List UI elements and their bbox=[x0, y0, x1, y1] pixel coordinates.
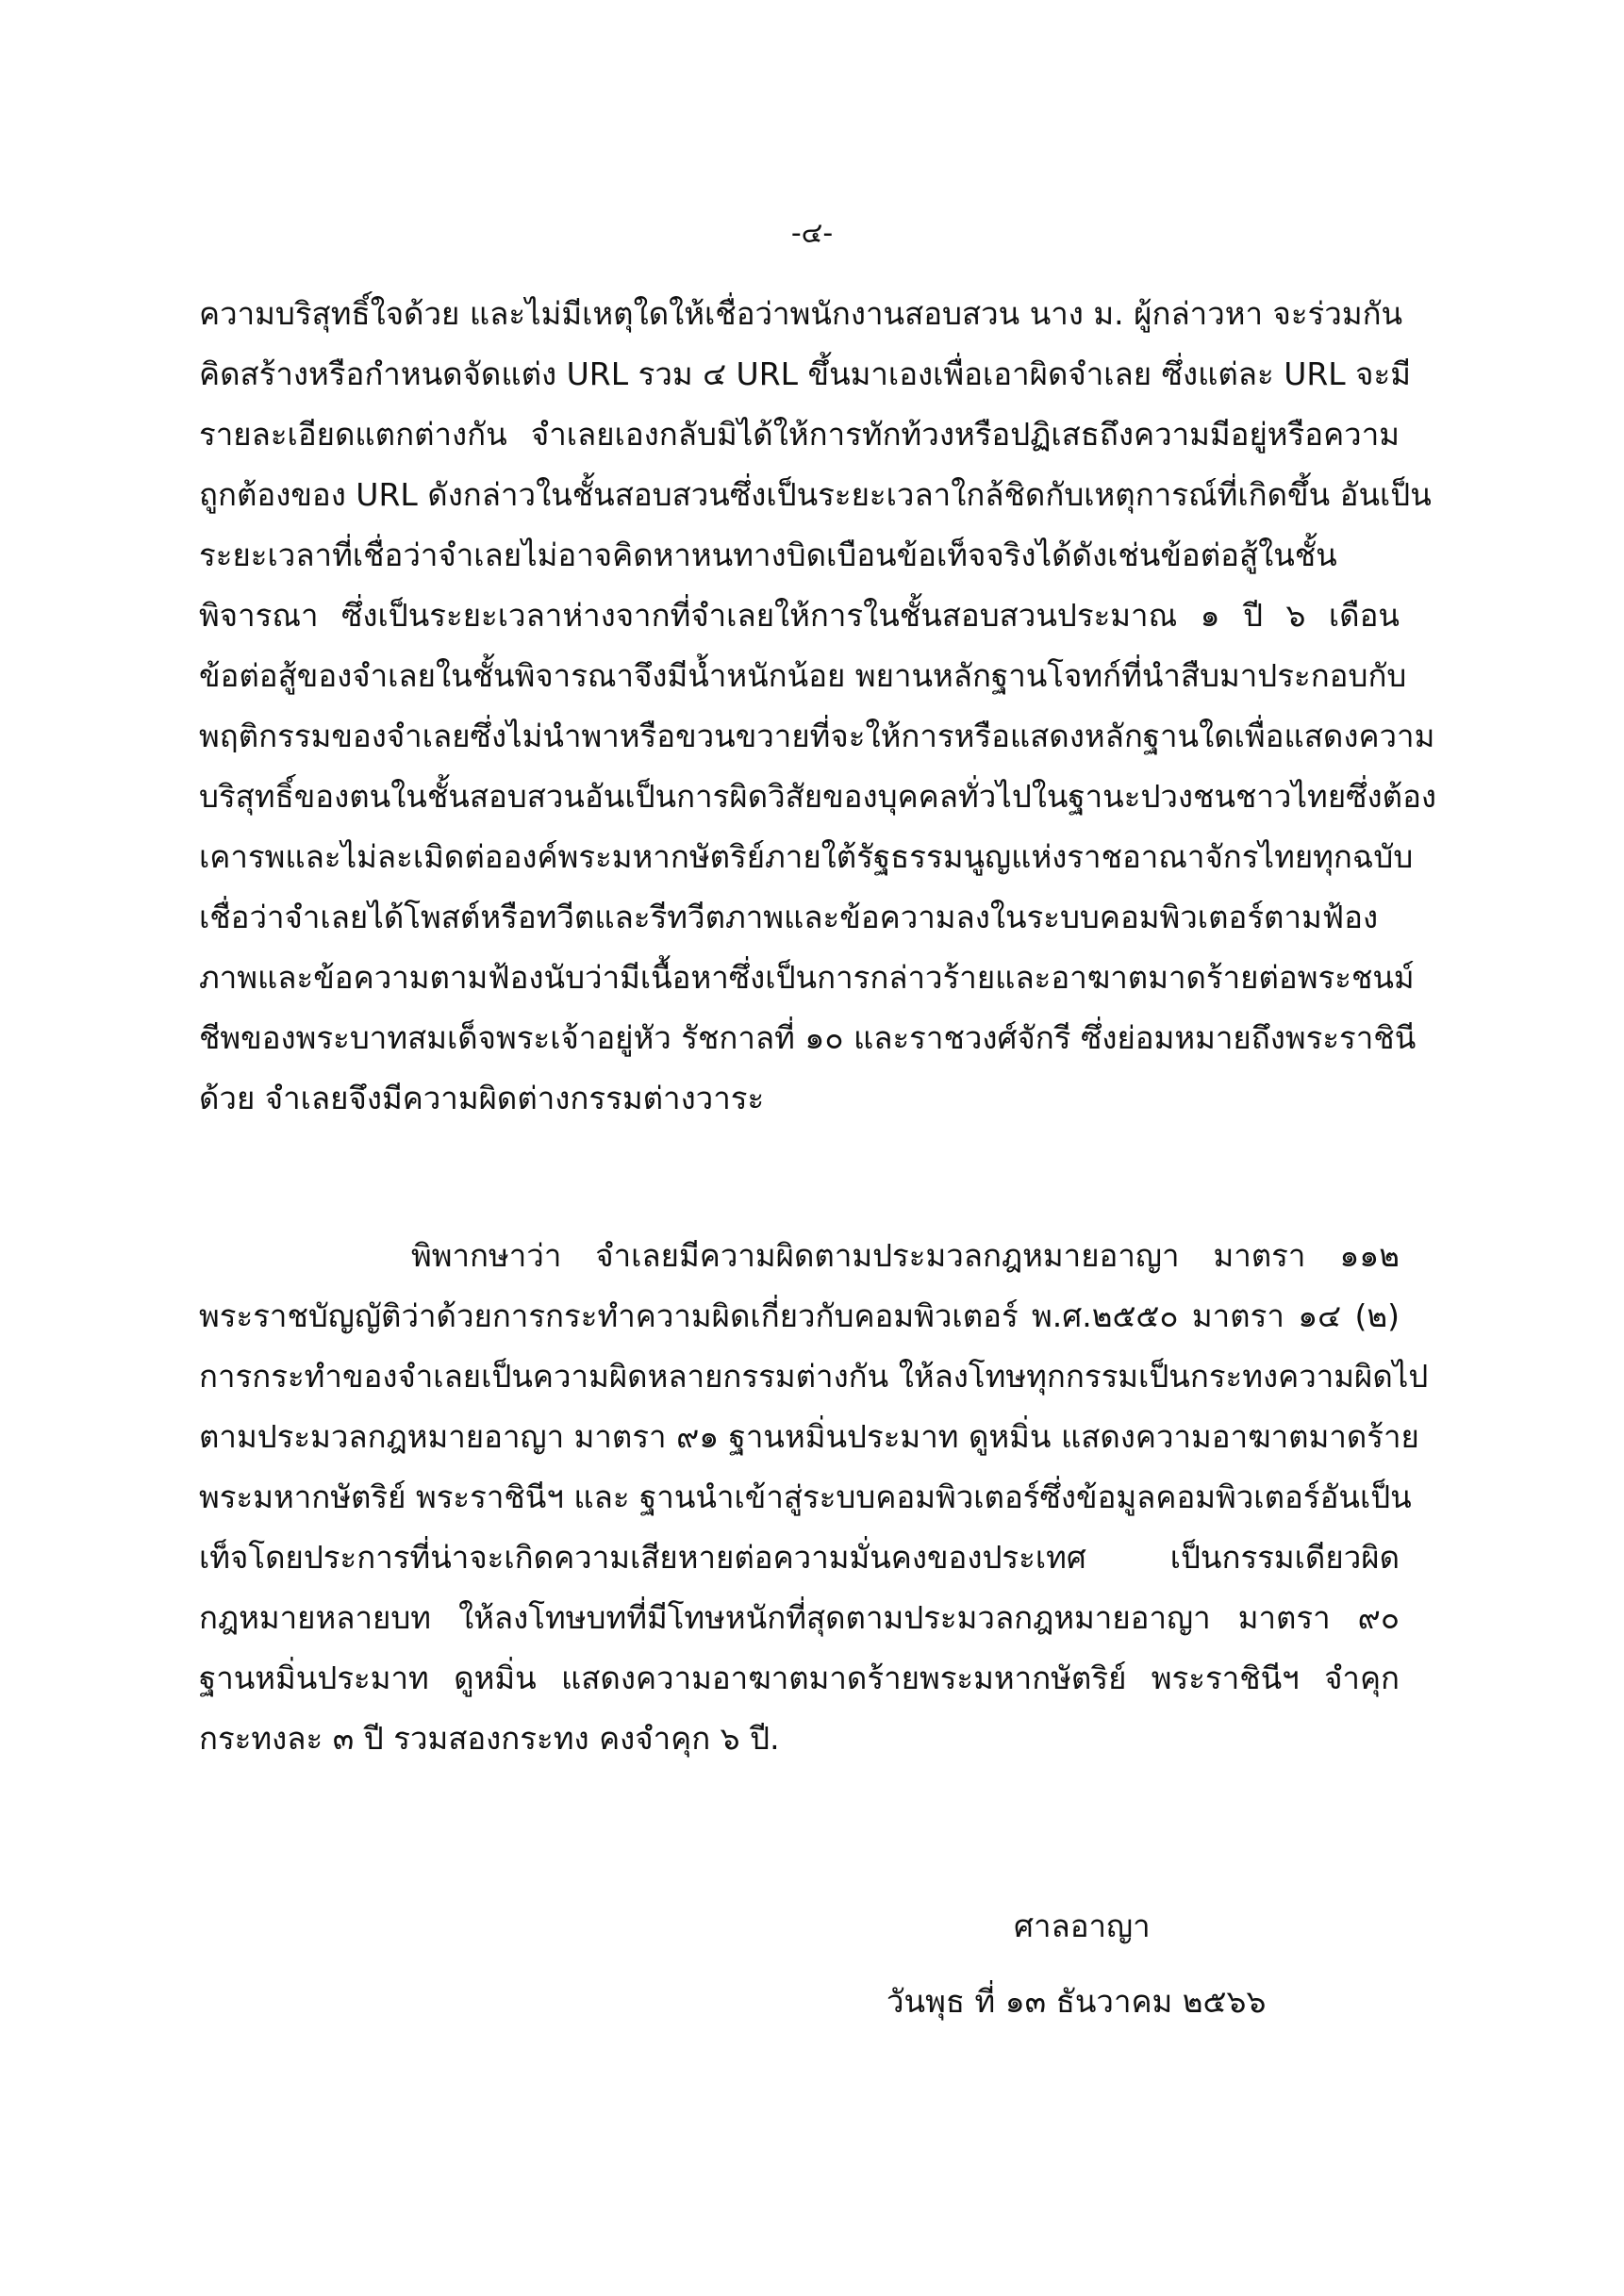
paragraph-line: เท็จโดยประการที่น่าจะเกิดความเสียหายต่อความมั่นคงของประเทศ เป็นกรรมเดียวผิด bbox=[199, 1539, 1400, 1576]
paragraph-line: กระทงละ ๓ ปี รวมสองกระทง คงจำคุก ๖ ปี. bbox=[199, 1720, 780, 1757]
paragraph-line: คิดสร้างหรือกำหนดจัดแต่ง URL รวม ๔ URL ขึ้นมาเองเพื่อเอาผิดจำเลย ซึ่งแต่ละ URL จะมี bbox=[199, 355, 1411, 392]
paragraph-line: การกระทำของจำเลยเป็นความผิดหลายกรรมต่างกัน ให้ลงโทษทุกกรรมเป็นกระทงความผิดไป bbox=[199, 1358, 1429, 1395]
paragraph-line: พระราชบัญญัติว่าด้วยการกระทำความผิดเกี่ยวกับคอมพิวเตอร์ พ.ศ.๒๕๕๐ มาตรา ๑๔ (๒) bbox=[199, 1297, 1400, 1334]
paragraph-line: เชื่อว่าจำเลยได้โพสต์หรือทวีตและรีทวีตภาพและข้อความลงในระบบคอมพิวเตอร์ตามฟ้อง bbox=[199, 899, 1379, 935]
paragraph-line: พิพากษาว่า จำเลยมีความผิดตามประมวลกฎหมายอาญา มาตรา ๑๑๒ bbox=[411, 1237, 1400, 1274]
paragraph-line: ด้วย จำเลยจึงมีความผิดต่างกรรมต่างวาระ bbox=[199, 1080, 765, 1116]
judgment-date: วันพุธ ที่ ๑๓ ธันวาคม ๒๕๖๖ bbox=[887, 1983, 1267, 2020]
paragraph-line: พระมหากษัตริย์ พระราชินีฯ และ ฐานนำเข้าสู่ระบบคอมพิวเตอร์ซึ่งข้อมูลคอมพิวเตอร์อันเป็น bbox=[199, 1478, 1412, 1515]
paragraph-line: ถูกต้องของ URL ดังกล่าวในชั้นสอบสวนซึ่งเป็นระยะเวลาใกล้ชิดกับเหตุการณ์ที่เกิดขึ้น อันเป็น bbox=[199, 476, 1432, 513]
paragraph-line: ระยะเวลาที่เชื่อว่าจำเลยไม่อาจคิดหาหนทางบิดเบือนข้อเท็จจริงได้ดังเช่นข้อต่อสู้ในชั้น bbox=[199, 537, 1337, 573]
paragraph-line: กฎหมายหลายบท ให้ลงโทษบทที่มีโทษหนักที่สุดตามประมวลกฎหมายอาญา มาตรา ๙๐ bbox=[199, 1599, 1400, 1636]
paragraph-line: พิจารณา ซึ่งเป็นระยะเวลาห่างจากที่จำเลยให้การในชั้นสอบสวนประมาณ ๑ ปี ๖ เดือน bbox=[199, 597, 1400, 634]
paragraph-line: เคารพและไม่ละเมิดต่อองค์พระมหากษัตริย์ภายใต้รัฐธรรมนูญแห่งราชอาณาจักรไทยทุกฉบับ bbox=[199, 838, 1414, 875]
paragraph-line: รายละเอียดแตกต่างกัน จำเลยเองกลับมิได้ให้การทักท้วงหรือปฏิเสธถึงความมีอยู่หรือความ bbox=[199, 416, 1400, 453]
paragraph-line: ตามประมวลกฎหมายอาญา มาตรา ๙๑ ฐานหมิ่นประมาท ดูหมิ่น แสดงความอาฆาตมาดร้าย bbox=[199, 1418, 1419, 1455]
paragraph-line: ชีพของพระบาทสมเด็จพระเจ้าอยู่หัว รัชกาลที่ ๑๐ และราชวงศ์จักรี ซึ่งย่อมหมายถึงพระราชินี bbox=[199, 1019, 1417, 1056]
paragraph-line: บริสุทธิ์ของตนในชั้นสอบสวนอันเป็นการผิดวิสัยของบุคคลทั่วไปในฐานะปวงชนชาวไทยซึ่งต้อง bbox=[199, 778, 1437, 815]
paragraph-line: ความบริสุทธิ์ใจด้วย และไม่มีเหตุใดให้เชื่อว่าพนักงานสอบสวน นาง ม. ผู้กล่าวหา จะร่วมกัน bbox=[199, 295, 1403, 332]
paragraph-line: ภาพและข้อความตามฟ้องนับว่ามีเนื้อหาซึ่งเป็นการกล่าวร้ายและอาฆาตมาดร้ายต่อพระชนม์ bbox=[199, 959, 1415, 996]
paragraph-line: ฐานหมิ่นประมาท ดูหมิ่น แสดงความอาฆาตมาดร้ายพระมหากษัตริย์ พระราชินีฯ จำคุก bbox=[199, 1660, 1400, 1696]
page-number: -๔- bbox=[790, 217, 834, 250]
court-name: ศาลอาญา bbox=[1014, 1908, 1151, 1944]
paragraph-line: ข้อต่อสู้ของจำเลยในชั้นพิจารณาจึงมีน้ำหนักน้อย พยานหลักฐานโจทก์ที่นำสืบมาประกอบกับ bbox=[199, 657, 1407, 694]
paragraph-line: พฤติกรรมของจำเลยซึ่งไม่นำพาหรือขวนขวายที่จะให้การหรือแสดงหลักฐานใดเพื่อแสดงความ bbox=[199, 718, 1435, 754]
